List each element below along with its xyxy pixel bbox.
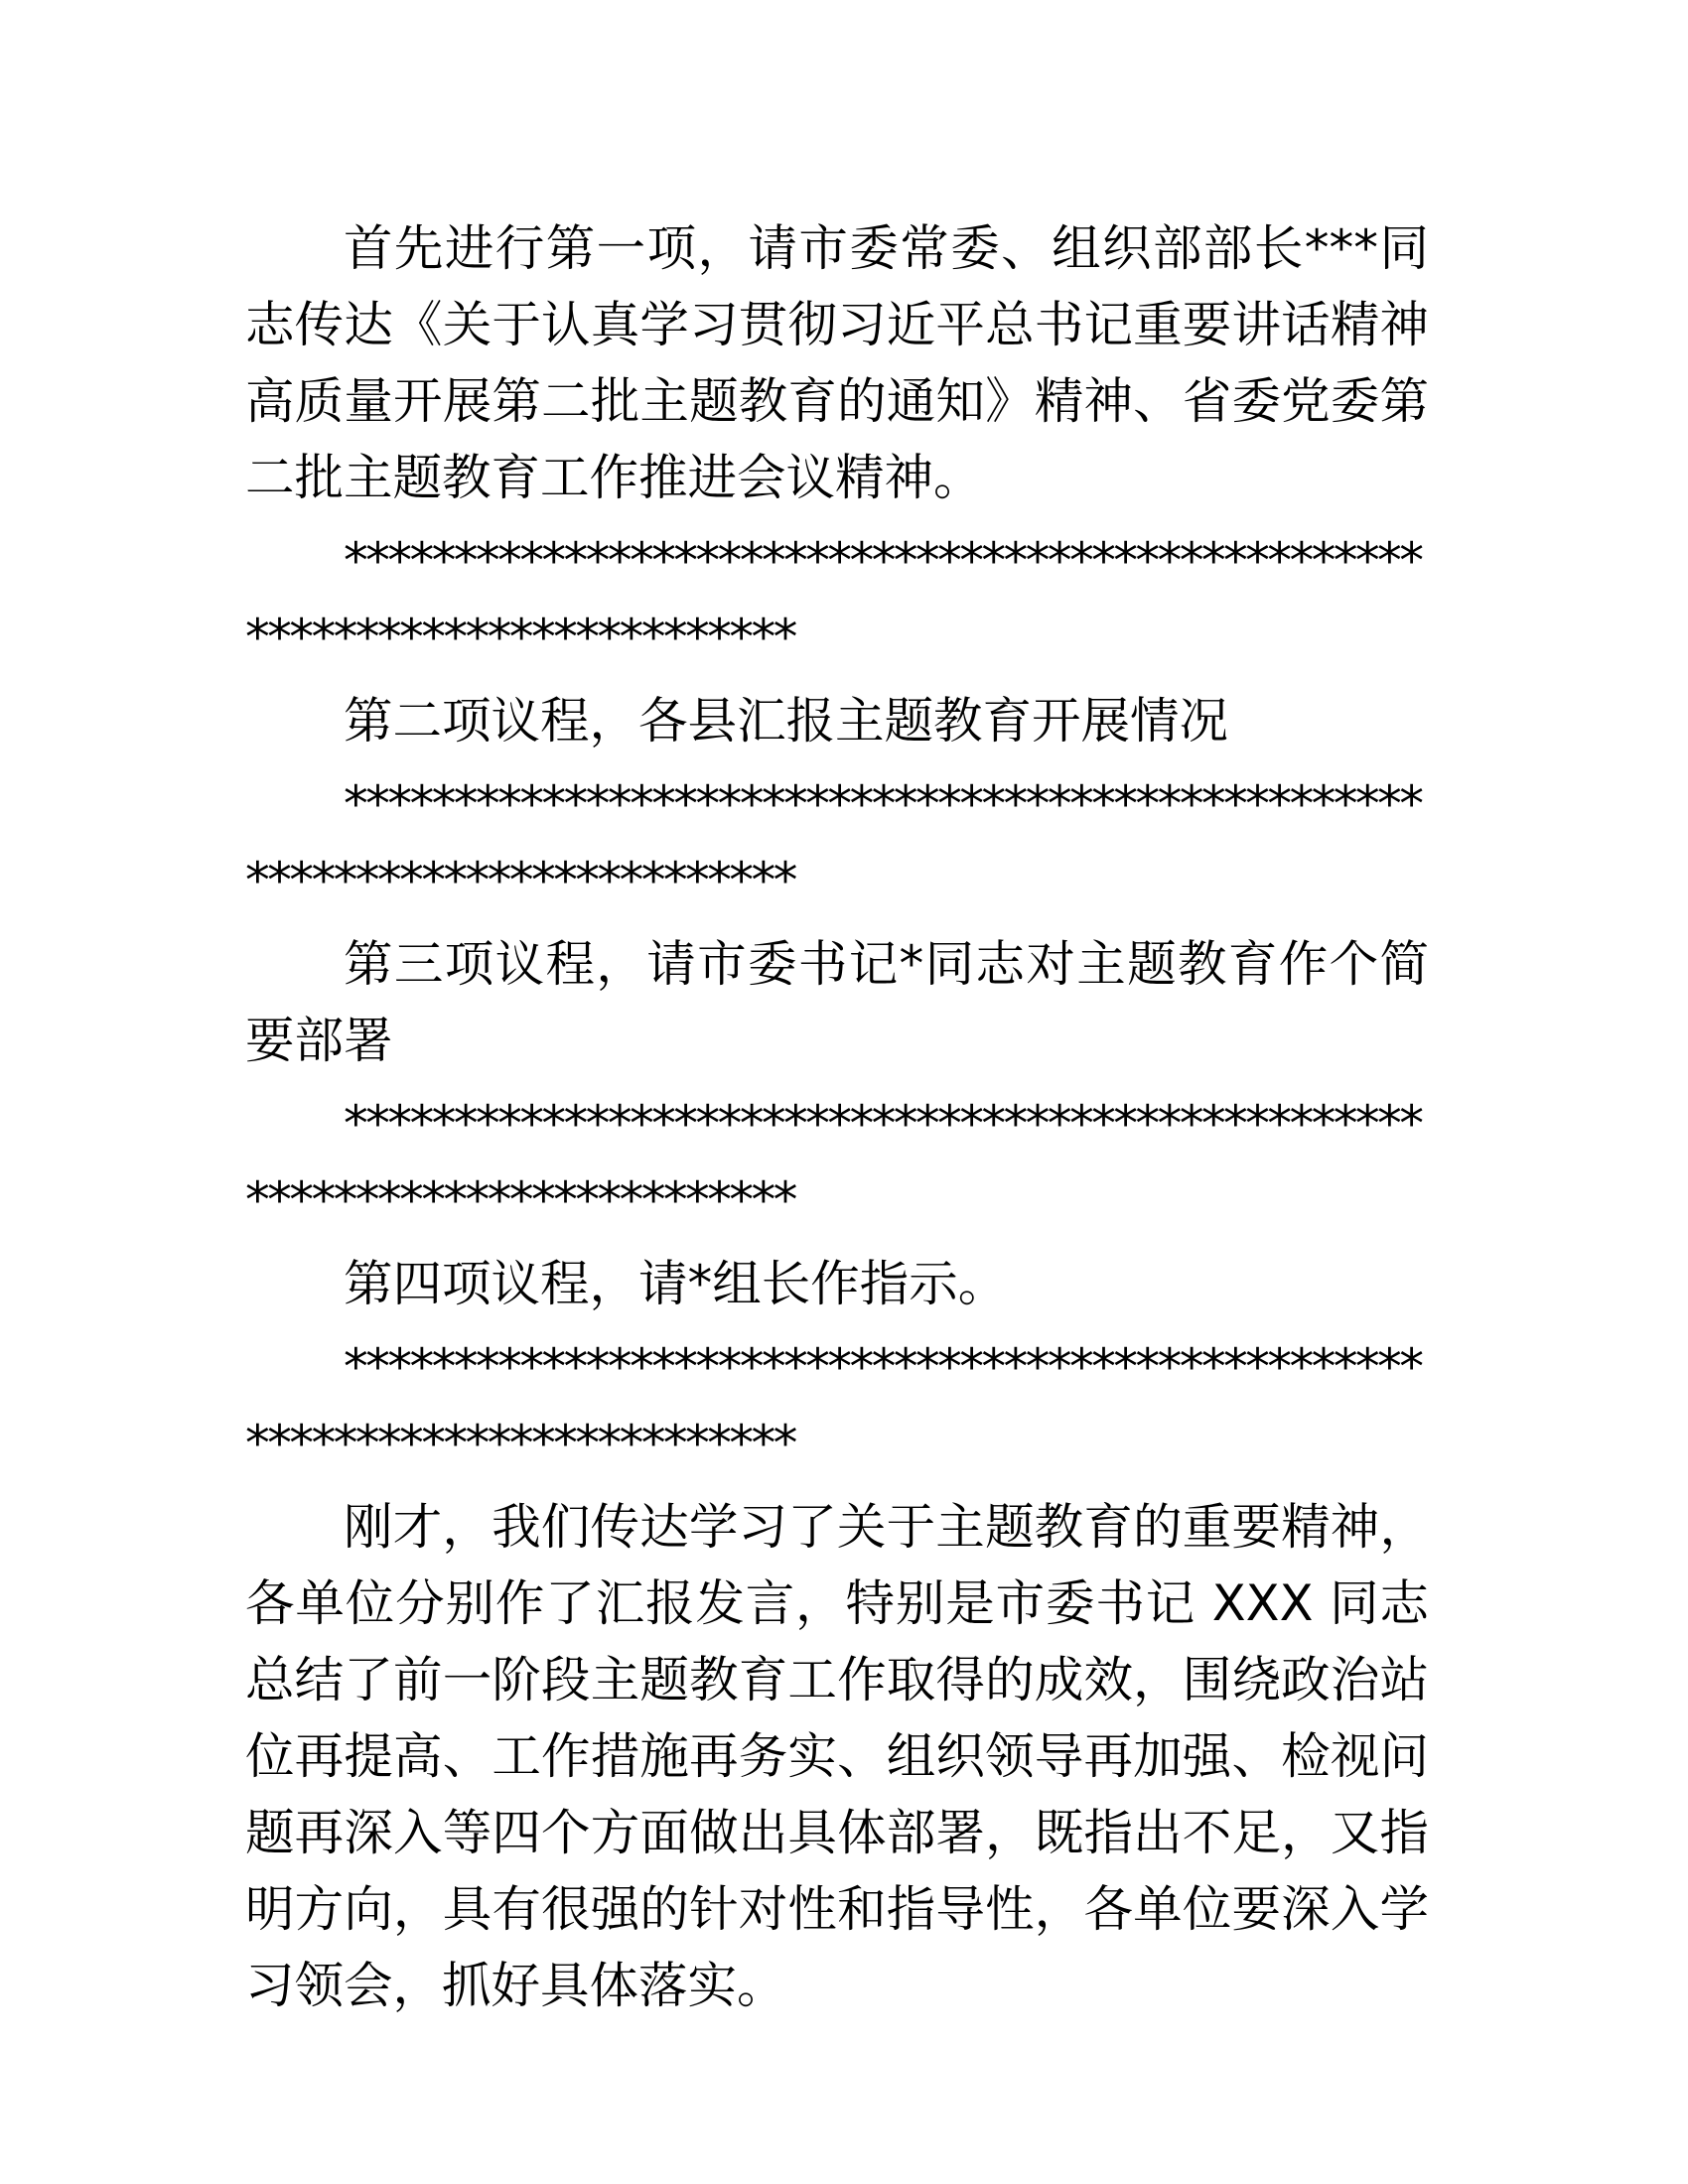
summary-paragraph: 刚才，我们传达学习了关于主题教育的重要精神，各单位分别作了汇报发言，特别是市委书记 XXX 同志总结了前一阶段主题教育工作取得的成效，围绕政治站位再提高、工作措施再务实、组织领导再加强、检视问题再深入等四个方面做出具体部署，既指出不足，又指明方向，具有很强的针对性和指导性，各单位要深入学习领会，抓好具体落实。	[245, 1498, 1429, 2014]
redacted-text: **************************************************************************	[245, 775, 1422, 909]
agenda-item-2: 第二项议程，各县汇报主题教育开展情况	[344, 692, 1228, 750]
agenda-item-4: 第四项议程，请*组长作指示。	[344, 1255, 1008, 1312]
agenda-item-3: 第三项议程，请市委书记*同志对主题教育作个简要部署	[245, 935, 1429, 1069]
redacted-text: **************************************************************************	[245, 1338, 1422, 1472]
redacted-text: **************************************************************************	[245, 532, 1422, 666]
document-page	[245, 210, 1429, 2024]
redacted-text: **************************************************************************	[245, 1095, 1422, 1229]
agenda-item-1: 首先进行第一项，请市委常委、组织部部长***同志传达《关于认真学习贯彻习近平总书记重要讲话精神高质量开展第二批主题教育的通知》精神、省委党委第二批主题教育工作推进会议精神。	[245, 219, 1429, 506]
